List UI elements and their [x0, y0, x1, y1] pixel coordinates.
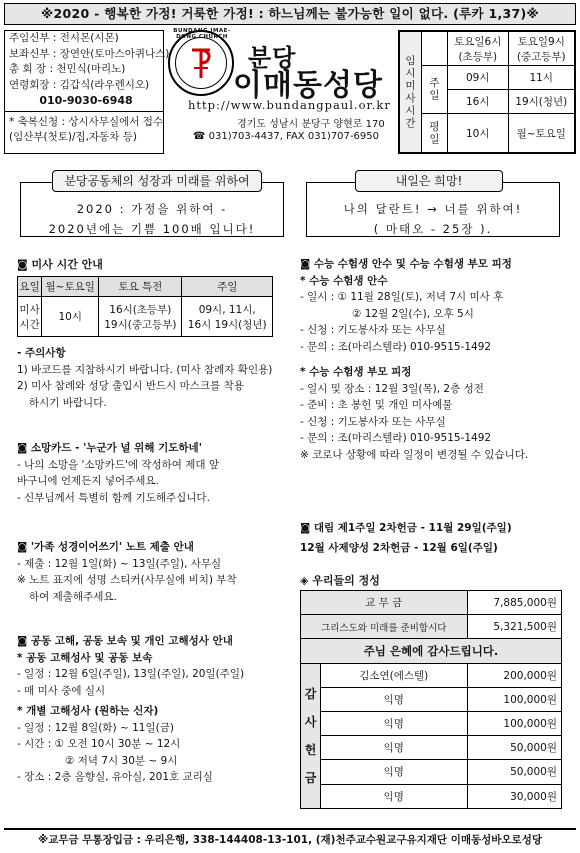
- table-header: 토요 특전: [99, 277, 182, 297]
- staff-line: 총 회 장 : 천민식(마리노): [9, 63, 126, 75]
- offering-label: 그리스도와 미래를 준비합시다: [301, 615, 468, 639]
- penance-item: - 장소 : 2층 음향실, 유아실, 201호 교리실: [17, 771, 213, 783]
- church-name-line2: 이매동성당: [233, 68, 383, 103]
- penance-sub: * 공동 고해성사 및 공동 보속: [17, 651, 153, 664]
- table-header: 주일: [182, 277, 273, 297]
- staff-box: [4, 30, 170, 154]
- penance-item: - 매 미사 중에 실시: [17, 684, 106, 697]
- exam-title: ◙ 수능 수험생 안수 및 수능 수험생 부모 피정: [300, 258, 512, 270]
- schedule-cell: 10시: [448, 114, 509, 153]
- exam-item: - 문의 : 조(마리스텔라) 010-9515-1492: [300, 340, 492, 353]
- hope-card-item: - 나의 소망을 '소망카드'에 작성하여 제대 앞: [17, 458, 220, 471]
- offering-amount: 5,321,500원: [467, 615, 562, 639]
- church-address: 경기도 성남시 분당구 양현로 170: [237, 119, 385, 130]
- staff-line: 연령회장 : 김갑식(라우렌시오): [9, 78, 150, 91]
- top-banner: ※2020 - 행복한 가정! 거룩한 가정! : 하느님께는 불가능한 일이 없다. (루카 1,37)※: [4, 3, 576, 25]
- table-cell: 16시(초등부) 19시(중고등부): [99, 297, 182, 337]
- logo-ring-text: BUNDANG IMAE-DONG CHURCH: [173, 28, 231, 40]
- exam-sub: * 수능 수험생 부모 피정: [300, 366, 412, 378]
- hope-card-section: [17, 440, 287, 506]
- staff-line: 보좌신부 : 장연안(토마스아퀴나스): [9, 47, 170, 60]
- exam-item: ② 12월 2일(수), 오후 5시: [352, 307, 474, 320]
- exam-sub: * 수능 수험생 안수: [300, 274, 388, 287]
- table-header: 요일: [18, 277, 42, 297]
- donor-amount: 100,000원: [467, 687, 562, 711]
- staff-phone: 010-9030-6948: [39, 94, 133, 107]
- staff-line: 주임신부 : 전시몬(시몬): [9, 32, 119, 44]
- exam-item: - 문의 : 조(마리스텔라) 010-9515-1492: [300, 432, 492, 444]
- blessing-note: * 축복신청 : 상시사무실에서 접수: [5, 111, 163, 131]
- donor-name: 김소연(에스텔): [321, 663, 468, 687]
- notice-section: [17, 345, 287, 411]
- hope-card-item: - 신부님께서 특별히 함께 기도해주십니다.: [17, 491, 210, 504]
- vision-text: 나의 달란트! → 너를 위하여!: [343, 202, 523, 216]
- vision-text: 2020 : 가정을 위하여 -: [76, 202, 228, 216]
- donor-name: 익명: [321, 687, 468, 711]
- bible-section: [17, 539, 287, 605]
- exam-section: [300, 256, 570, 463]
- collection-section: [300, 520, 570, 556]
- penance-section: [17, 633, 297, 786]
- thanks-offering-label: 감 사 헌 금: [301, 663, 321, 808]
- collection-line: ◙ 대림 제1주일 2차헌금 - 11월 29일(주일): [300, 522, 512, 534]
- bible-item: ※ 노트 표지에 성명 스티커(사무실에 비치) 부착: [17, 574, 237, 586]
- schedule-label: 임시미사시간: [400, 32, 422, 153]
- exam-item: - 신청 : 기도봉사자 또는 사무실: [300, 415, 446, 428]
- bible-item: - 제출 : 12월 1일(화) ~ 13일(주일), 사무실: [17, 557, 222, 570]
- notice-item: 하시기 바랍니다.: [29, 396, 107, 409]
- schedule-cell: 09시: [448, 66, 509, 90]
- notice-title: - 주의사항: [17, 347, 66, 359]
- vision-text: 2020년에는 기쁨 100배 입니다!: [48, 222, 256, 236]
- church-url[interactable]: http://www.bundangpaul.or.kr: [188, 98, 391, 112]
- vision-text: ( 마태오 - 25장 ).: [373, 222, 493, 236]
- mass-time-title: ◙ 미사 시간 안내: [17, 258, 103, 271]
- donor-amount: 50,000원: [467, 760, 562, 784]
- exam-item: - 일시 및 장소 : 12월 3일(목), 2층 성전: [300, 382, 484, 395]
- donor-amount: 30,000원: [467, 784, 562, 808]
- donor-name: 익명: [321, 760, 468, 784]
- schedule-cell: 월~토요일: [508, 114, 574, 153]
- schedule-col-header: 토요일6시 (초등부): [448, 32, 509, 66]
- exam-item: ※ 코로나 상황에 따라 일정이 변경될 수 있습니다.: [300, 448, 529, 461]
- temporary-mass-schedule: [398, 30, 576, 154]
- schedule-cell: 11시: [508, 66, 574, 90]
- exam-item: - 일시 : ① 11월 28일(토), 저녁 7시 미사 후: [300, 291, 504, 303]
- penance-item: - 일정 : 12월 8일(화) ~ 11일(금): [17, 721, 174, 734]
- donor-name: 익명: [321, 736, 468, 760]
- bible-item: 하여 제출해주세요.: [29, 590, 117, 603]
- exam-item: - 준비 : 초 봉헌 및 개인 미사예물: [300, 399, 453, 411]
- donor-name: 익명: [321, 711, 468, 735]
- donor-name: 익명: [321, 784, 468, 808]
- penance-item: - 시간 : ① 오전 10시 30분 ~ 12시: [17, 738, 181, 750]
- mass-time-table: [17, 276, 273, 337]
- exam-item: - 신청 : 기도봉사자 또는 사무실: [300, 324, 446, 336]
- vision-header-left: 분당공동체의 성장과 미래를 위하여: [52, 170, 262, 192]
- offerings-table: [300, 590, 562, 809]
- church-name-line1: 분당: [248, 44, 297, 72]
- notice-item: 1) 바코드를 지참하시기 바랍니다. (미사 참례자 확인용): [17, 363, 273, 376]
- penance-item: ② 저녁 7시 30분 ~ 9시: [65, 754, 178, 767]
- notice-item: 2) 미사 참례와 성당 출입시 반드시 마스크를 착용: [17, 380, 244, 392]
- blessing-note: (임산부(첫토)/집,자동차 등): [9, 131, 138, 143]
- table-header: 월~토요일: [42, 277, 99, 297]
- row-label: 미사 시간: [18, 297, 42, 337]
- hope-card-item: 바구니에 언제든지 넣어주세요.: [17, 475, 159, 487]
- offering-label: 교 무 금: [301, 591, 468, 615]
- offerings-title: ◈ 우리들의 정성: [300, 574, 380, 587]
- bible-title: ◙ '가족 성경이어쓰기' 노트 제출 안내: [17, 541, 194, 553]
- thanks-banner: 주님 은혜에 감사드립니다.: [301, 639, 562, 663]
- table-cell: 10시: [42, 297, 99, 337]
- sunday-label: 주일: [422, 66, 448, 114]
- penance-sub: * 개별 고해성사 (원하는 신자): [17, 705, 159, 717]
- donor-amount: 100,000원: [467, 711, 562, 735]
- collection-line: 12월 사제양성 2차헌금 - 12월 6일(주일): [300, 541, 498, 554]
- church-phone: ☎ 031)703-4437, FAX 031)707-6950: [193, 131, 379, 142]
- penance-title: ◙ 공동 고해, 공동 보속 및 개인 고해성사 안내: [17, 635, 233, 647]
- schedule-cell: 19시(청년): [508, 90, 574, 114]
- vision-header-right: 내일은 희망!: [355, 170, 503, 192]
- donor-amount: 200,000원: [467, 663, 562, 687]
- table-cell: 09시, 11시, 16시 19시(청년): [182, 297, 273, 337]
- donor-amount: 50,000원: [467, 736, 562, 760]
- schedule-col-header: 토요일9시 (중고등부): [508, 32, 574, 66]
- schedule-cell: 16시: [448, 90, 509, 114]
- chi-rho-icon: [188, 44, 214, 80]
- footer-bank-info: ※교무금 무통장입금 : 우리은행, 338-144408-13-101, (재)천주교수원교구유지재단 이매동성바오로성당: [4, 828, 576, 850]
- hope-card-title: ◙ 소망카드 - '누군가 널 위해 기도하네': [17, 442, 202, 454]
- offering-amount: 7,885,000원: [467, 591, 562, 615]
- penance-item: - 일정 : 12월 6일(주일), 13일(주일), 20일(주일): [17, 668, 245, 680]
- weekday-label: 평일: [422, 114, 448, 153]
